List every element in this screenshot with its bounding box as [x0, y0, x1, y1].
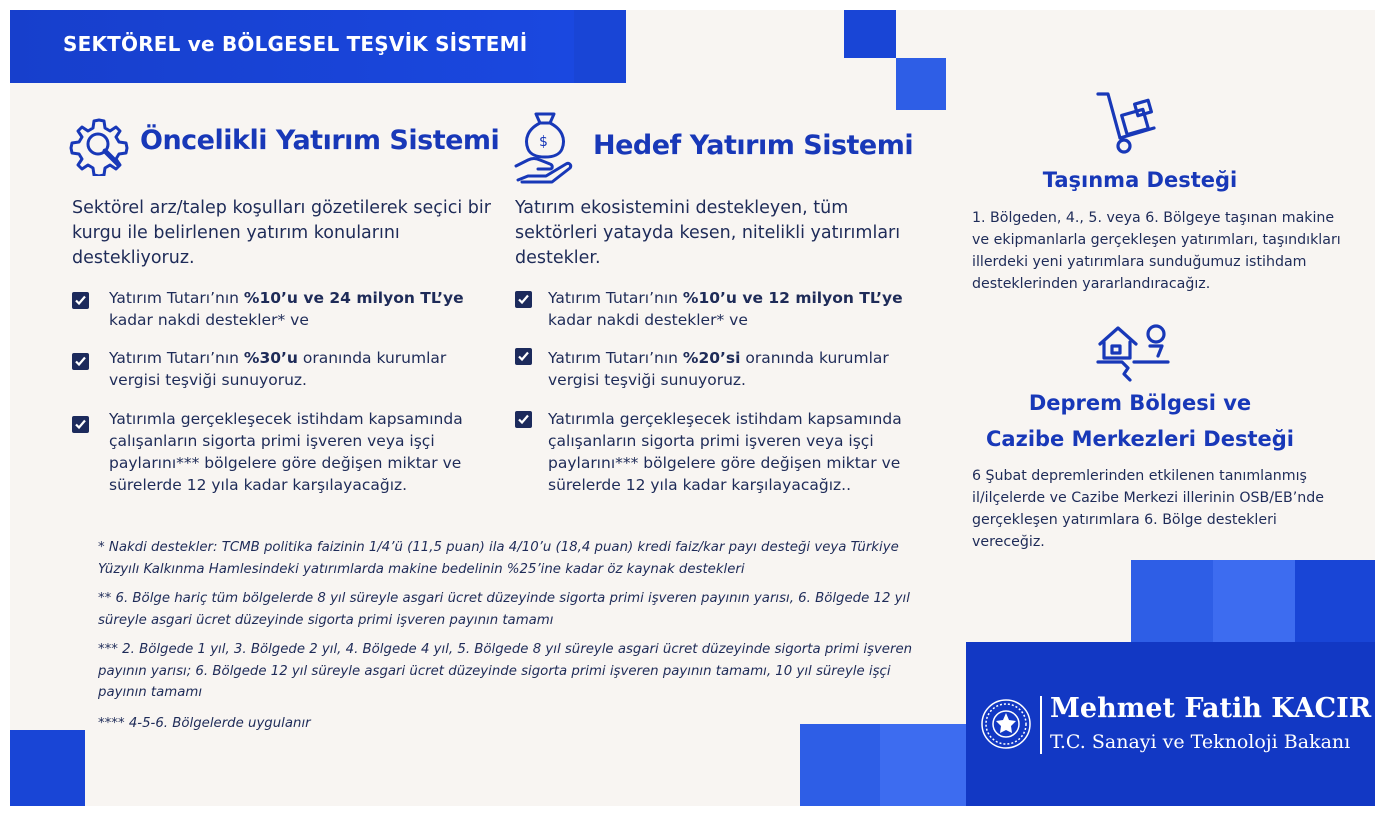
middle-item-3 — [548, 408, 918, 496]
item-text: Yatırım Tutarı’nın — [548, 349, 683, 367]
left-item-1 — [109, 287, 479, 331]
decor-block — [10, 730, 85, 806]
footnote-3: *** 2. Bölgede 1 yıl, 3. Bölgede 2 yıl, 4. Bölgede 4 yıl, 5. Bölgede 8 yıl süreyle asgari ücret düzeyinde sigorta primi işveren payının yarısı; 6. Bölgede 12 yıl süreyle asgari ücret düzeyinde sigorta primi işveren payının tamamı, 10 yıl süreyle işçi payının tamamı — [98, 642, 913, 700]
item-text: Yatırım Tutarı’nın — [109, 349, 244, 367]
middle-item-1 — [548, 287, 918, 331]
earthquake-title-line-2: Cazibe Merkezleri Desteği — [986, 427, 1294, 451]
ministry-seal-icon — [980, 698, 1032, 754]
page-title: SEKTÖREL ve BÖLGESEL TEŞVİK SİSTEMİ — [63, 32, 528, 56]
item-text: kadar nakdi destekler* ve — [548, 311, 748, 329]
left-lead-text: Sektörel arz/talep koşulları gözetilerek seçici bir kurgu ile belirlenen yatırım konularını destekliyoruz. — [72, 198, 491, 268]
item-bold: %10’u ve 12 milyon TL’ye — [682, 289, 903, 307]
checkbox-checked-icon — [515, 348, 532, 365]
svg-text:$: $ — [539, 134, 548, 150]
item-text: oranında kurumlar vergisi teşviği sunuyoruz. — [548, 349, 889, 389]
earthquake-house-icon — [1094, 318, 1174, 388]
item-bold: %30’u — [243, 349, 298, 367]
decor-block — [1131, 560, 1213, 642]
minister-name: Mehmet Fatih KACIR — [1050, 693, 1372, 724]
checkbox-checked-icon — [72, 353, 89, 370]
left-item-3 — [109, 408, 479, 496]
hand-truck-icon — [1094, 90, 1166, 162]
title-banner — [10, 10, 574, 83]
item-text: Yatırım Tutarı’nın — [548, 289, 683, 307]
checkbox-checked-icon — [72, 292, 89, 309]
footnote-2: ** 6. Bölge hariç tüm bölgelerde 8 yıl süreyle asgari ücret düzeyinde sigorta primi işveren payının yarısı, 6. Bölgede 12 yıl süreyle asgari ücret düzeyinde sigorta primi işveren payının tamamı — [98, 591, 910, 628]
left-item-2 — [109, 347, 479, 391]
middle-section-title: Hedef Yatırım Sistemi — [593, 130, 914, 161]
relocation-title: Taşınma Desteği — [1042, 168, 1238, 192]
checkbox-checked-icon — [72, 416, 89, 433]
earthquake-text: 6 Şubat depremlerinden etkilenen tanımlanmış il/ilçelerde ve Cazibe Merkezi illerinin OSB/EB’nde gerçekleşen yatırımlara 6. Bölge destekleri vereceğiz. — [972, 468, 1324, 550]
item-text: Yatırımla gerçekleşecek istihdam kapsamında çalışanların sigorta primi işveren veya işçi paylarını*** bölgelere göre değişen miktar ve sürelerde 12 yıla kadar karşılayacağız. — [109, 410, 463, 494]
item-text: Yatırımla gerçekleşecek istihdam kapsamında çalışanların sigorta primi işveren veya işçi paylarını*** bölgelere göre değişen miktar ve sürelerde 12 yıla kadar karşılayacağız.. — [548, 410, 902, 494]
footnote-1: * Nakdi destekler: TCMB politika faizinin 1/4’ü (11,5 puan) ila 4/10’u (18,4 puan) kredi faiz/kar payı desteği veya Türkiye Yüzyılı Kalkınma Hamlesindeki yatırımlarda makine bedelinin %25’ine kadar öz kaynak destekleri — [98, 540, 899, 577]
relocation-text: 1. Bölgeden, 4., 5. veya 6. Bölgeye taşınan makine ve ekipmanlarla gerçekleşen yatırımları, taşındıkları illerdeki yeni yatırımlara sunduğumuz istihdam desteklerinden yararlandıracağız. — [972, 210, 1341, 292]
earthquake-title-line-1: Deprem Bölgesi ve — [1028, 391, 1252, 415]
decor-block — [896, 58, 946, 110]
item-bold: %10’u ve 24 milyon TL’ye — [243, 289, 464, 307]
item-text: kadar nakdi destekler* ve — [109, 311, 309, 329]
decor-block — [844, 10, 896, 58]
middle-item-2 — [548, 347, 918, 391]
decor-block — [1295, 560, 1375, 642]
money-bag-hand-icon — [512, 108, 576, 190]
item-text: oranında kurumlar vergisi teşviği sunuyoruz. — [109, 349, 447, 389]
decor-block — [880, 724, 966, 806]
checkbox-checked-icon — [515, 291, 532, 308]
decor-block — [800, 724, 880, 806]
decor-block — [574, 10, 626, 83]
item-bold: %20’si — [682, 349, 741, 367]
minister-divider — [1040, 696, 1042, 754]
item-text: Yatırım Tutarı’nın — [109, 289, 244, 307]
checkbox-checked-icon — [515, 411, 532, 428]
left-section-title: Öncelikli Yatırım Sistemi — [140, 125, 500, 156]
decor-block — [1213, 560, 1295, 642]
gear-search-icon — [68, 114, 130, 180]
middle-lead-text: Yatırım ekosistemini destekleyen, tüm sektörleri yatayda kesen, nitelikli yatırımları destekler. — [515, 198, 901, 268]
minister-role: T.C. Sanayi ve Teknoloji Bakanı — [1050, 731, 1351, 753]
infographic-card — [10, 10, 1375, 806]
footnote-4: **** 4-5-6. Bölgelerde uygulanır — [98, 716, 311, 731]
